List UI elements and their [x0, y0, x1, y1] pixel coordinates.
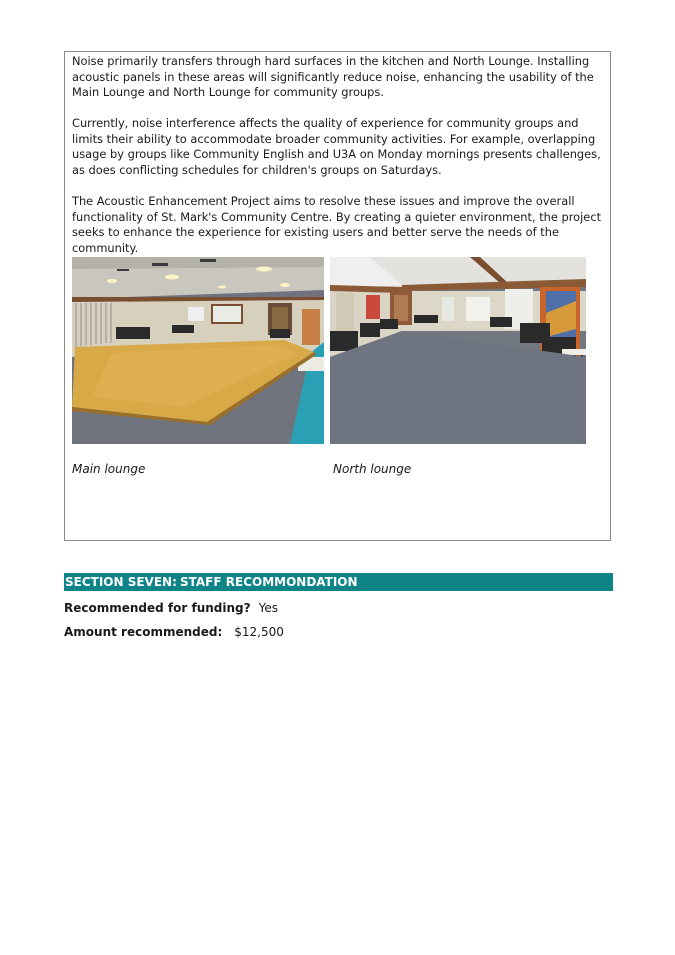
funding-label: Recommended for funding?: [64, 601, 251, 615]
amount-label: Amount recommended:: [64, 625, 223, 639]
north-lounge-caption: North lounge: [333, 462, 412, 476]
section-title: STAFF RECOMMONDATION: [180, 575, 358, 589]
paragraph-noise-transfer: Noise primarily transfers through hard surfaces in the kitchen and North Lounge. Installing acoustic panels in these areas will significantly reduce noise, enhancing the usability of the Main Lounge and North Lounge for community groups.: [72, 54, 594, 99]
main-lounge-photo: [72, 257, 324, 444]
main-lounge-caption: Main lounge: [72, 462, 146, 476]
amount-value: $12,500: [234, 625, 284, 639]
north-lounge-photo: [330, 257, 586, 444]
section-number: SECTION SEVEN:: [65, 575, 177, 589]
description-box: [64, 51, 611, 541]
funding-recommendation-row: [64, 601, 278, 615]
paragraph-project-aims: The Acoustic Enhancement Project aims to resolve these issues and improve the overall functionality of St. Mark's Community Centre. By creating a quieter environment, the project seeks to enhance the experience for existing users and better serve the needs of the community.: [72, 194, 602, 255]
amount-recommended-row: [64, 625, 284, 639]
section-header-bar: [64, 573, 613, 591]
funding-value: Yes: [258, 601, 278, 615]
paragraph-noise-interference: Currently, noise interference affects the quality of experience for community groups and limits their ability to accommodate broader community activities. For example, overlapping usage by groups like Community English and U3A on Monday mornings presents challenges, as does conflicting schedules for children's groups on Saturdays.: [72, 116, 601, 177]
